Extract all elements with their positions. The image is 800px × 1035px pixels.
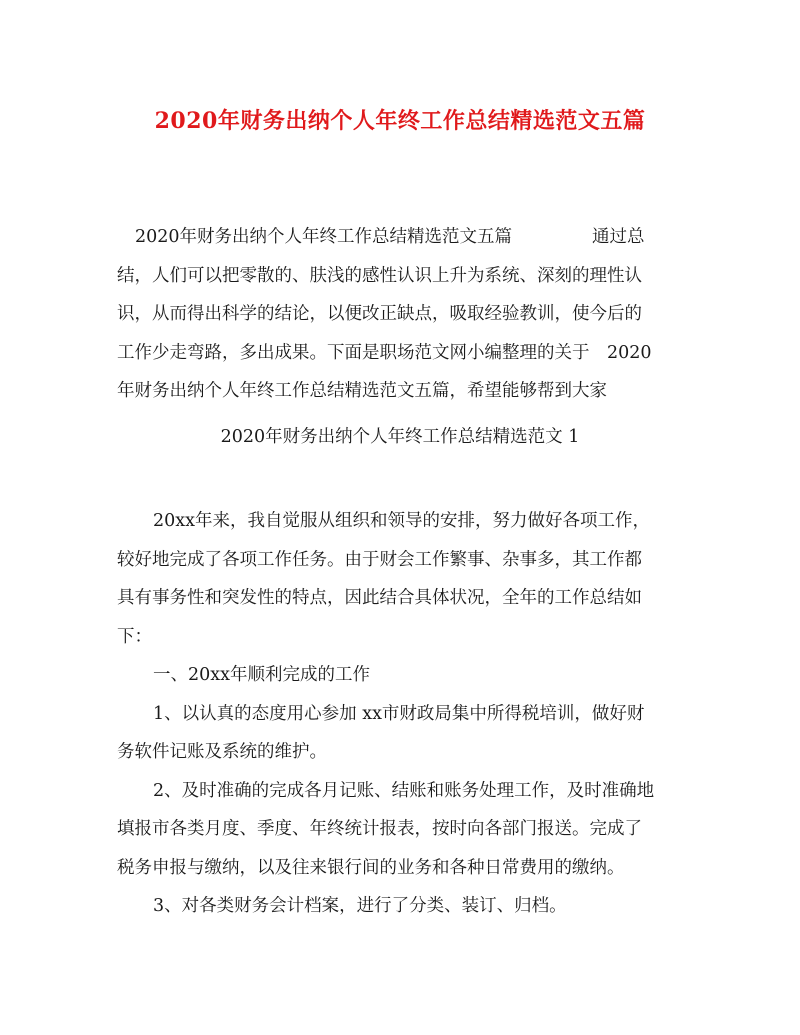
body-line: 2、及时准确的完成各月记账、结账和账务处理工作，及时准确地: [153, 780, 655, 801]
intro-line: 识，从而得出科学的结论，以便改正缺点，吸取经验教训，使今后的: [117, 304, 642, 324]
body-line: 较好地完成了各项工作任务。由于财会工作繁事、杂事多，其工作都: [117, 549, 642, 570]
intro-paragraph: [117, 218, 687, 411]
section-subheading: 2020年财务出纳个人年终工作总结精选范文 1: [220, 427, 580, 447]
intro-line: 年财务出纳个人年终工作总结精选范文五篇，希望能够帮到大家: [117, 381, 607, 401]
body-line: 具有事务性和突发性的特点，因此结合具体状况，全年的工作总结如: [117, 588, 642, 608]
body-line: 填报市各类月度、季度、年终统计报表，按时向各部门报送。完成了: [117, 819, 642, 839]
section-heading: 一、20xx年顺利完成的工作: [153, 665, 371, 685]
body-paragraphs: [117, 502, 687, 926]
intro-line-text: 通过总: [592, 227, 645, 247]
intro-line: [117, 218, 687, 257]
intro-line-text: 2020年财务出纳个人年终工作总结精选范文五篇: [135, 227, 513, 247]
body-line: 1、以认真的态度用心参加 xx市财政局集中所得税培训，做好财: [153, 703, 645, 724]
body-line: 3、对各类财务会计档案，进行了分类、装订、归档。: [153, 896, 567, 916]
body-line: 务软件记账及系统的维护。: [117, 742, 327, 762]
body-line: 下：: [117, 626, 152, 647]
intro-line: 结，人们可以把零散的、肤浅的感性认识上升为系统、深刻的理性认: [117, 265, 642, 286]
body-line: 税务申报与缴纳，以及往来银行间的业务和各种日常费用的缴纳。: [117, 857, 625, 878]
document-title: 2020年财务出纳个人年终工作总结精选范文五篇: [154, 108, 646, 134]
body-line: 20xx年来，我自觉服从组织和领导的安排，努力做好各项工作，: [153, 511, 651, 531]
intro-line: 工作少走弯路，多出成果。下面是职场范文网小编整理的关于 2020: [117, 342, 652, 363]
